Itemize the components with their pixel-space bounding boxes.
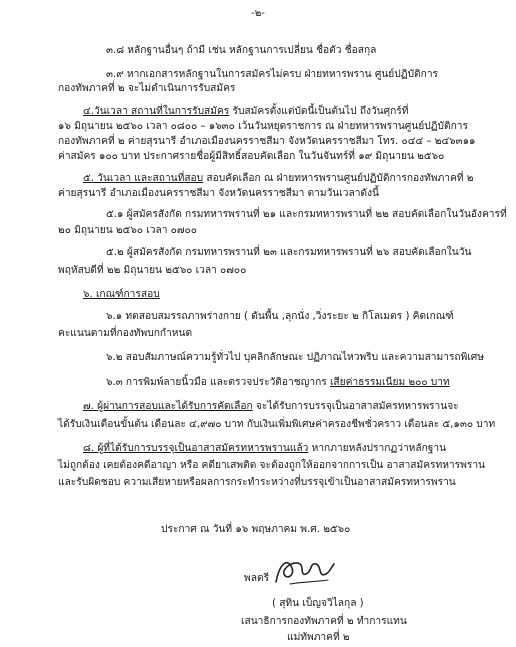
section-7-line2: ได้รับเงินเดือนขั้นต้น เดือนละ ๔,๙๗๐ บาท กับเงินเพิ่มพิเศษค่าครองชีพชั่วคราว เดือนละ ๕,๑๓๐ บาท (58, 419, 496, 430)
item-5-2-line2: พฤหัสบดีที่ ๒๒ มิถุนายน ๒๕๖๐ เวลา ๐๗๐๐ (58, 265, 247, 276)
signer-position-line1: เสนาธิการกองทัพภาคที่ ๒ ทำการแทน (241, 616, 407, 627)
item-6-1-line2: คะแนนตามที่กองทัพบกกำหนด (58, 328, 193, 339)
page-number: -๒- (251, 8, 265, 19)
signer-name: ( สุทิน เบ็ญจวิไลกุล ) (272, 598, 364, 609)
signer-rank: พลตรี (244, 573, 270, 584)
item-3-9-line2: กองทัพภาคที่ ๒ จะไม่ดำเนินการรับสมัคร (58, 83, 236, 94)
item-6-3-fee: เสียค่าธรรมเนียม ๒๐๐ บาท (329, 377, 450, 388)
section-8-line1-text: หากภายหลังปรากฏว่าหลักฐาน (308, 443, 447, 454)
section-4-heading: ๔.วันเวลา สถานที่ในการรับสมัคร (83, 106, 230, 117)
section-5-line2: ค่ายสุรนารี อำเภอเมืองนครราชสีมา จังหวัดนครราชสีมา ตามวันเวลาดังนี้ (58, 188, 379, 199)
section-7-line1-text: จะได้รับการบรรจุเป็นอาสาสมัครทหารพรานจะ (252, 401, 459, 412)
signer-position-line2: แม่ทัพภาคที่ ๒ (287, 632, 350, 643)
section-5-line1-text: สอบคัดเลือก ณ ฝ่ายทหารพรานศูนย์ปฏิบัติการกองทัพภาคที่ ๒ (203, 173, 474, 184)
section-4-line2: ๑๖ มิถุนายน ๒๕๖๐ เวลา ๐๘๐๐ – ๑๖๓๐ เว้นวันหยุดราชการ ณ ฝ่ายทหารพรานศูนย์ปฏิบัติการ (58, 121, 468, 132)
section-8-heading: ๘. ผู้ที่ได้รับการบรรจุเป็นอาสาสมัครทหารพรานแล้ว (83, 443, 309, 454)
item-3-8: ๓.๘ หลักฐานอื่นๆ ถ้ามี เช่น หลักฐานการเปลี่ยน ชื่อตัว ชื่อสกุล (106, 45, 377, 56)
announcement-date: ประกาศ ณ วันที่ ๑๖ พฤษภาคม พ.ศ. ๒๕๖๐ (161, 524, 351, 535)
section-4-line1-text: รับสมัครตั้งแต่บัดนี้เป็นต้นไป ถึงวันศุกร์ที่ (229, 106, 409, 117)
section-4-line3: กองทัพภาคที่ ๒ ค่ายสุรนารี อำเภอเมืองนครราชสีมา จังหวัดนครราชสีมา โทร. ๐๔๔ – ๒๔๖๓๑๑ (58, 136, 476, 147)
item-6-3 (106, 377, 450, 389)
section-6-heading: ๖. เกณฑ์การสอบ (83, 289, 160, 300)
section-8-line2: ไม่ถูกต้อง เคยต้องคดีอาญา หรือ คดียาเสพติด จะต้องถูกให้ออกจากการเป็น อาสาสมัครทหารพราน (58, 460, 485, 471)
section-4-line1 (83, 106, 408, 118)
item-5-2-line1: ๕.๒ ผู้สมัครสังกัด กรมทหารพรานที่ ๒๓ และกรมทหารพรานที่ ๒๖ สอบคัดเลือกในวัน (106, 247, 472, 258)
section-7-heading: ๗. ผู้ผ่านการสอบและได้รับการคัดเลือก (83, 401, 253, 412)
item-3-9-line1: ๓.๙ หากเอกสารหลักฐานในการสมัครไม่ครบ ฝ่ายทหารพราน ศูนย์ปฏิบัติการ (106, 69, 439, 80)
item-6-3-text: ๖.๓ การพิมพ์ลายนิ้วมือ และตรวจประวัติอาชญากร (106, 377, 330, 388)
section-5-line1 (83, 173, 473, 185)
section-8-line3: และรับผิดชอบ ความเสียหายหรือผลการกระทำระหว่างที่บรรจุเข้าเป็นอาสาสมัครทหารพราน (58, 477, 456, 488)
section-8-line1 (83, 443, 446, 455)
item-6-1-line1: ๖.๑ ทดสอบสมรรถภาพร่างกาย ( ดันพื้น ,ลุกนั่ง ,วิ่งระยะ ๒ กิโลเมตร ) คิดเกณฑ์ (106, 311, 454, 322)
item-5-1-line2: ๒๐ มิถุนายน ๒๕๖๐ เวลา ๐๗๐๐ (58, 225, 197, 236)
item-6-2: ๖.๒ สอบสัมภาษณ์ความรู้ทั่วไป บุคลิกลักษณะ ปฏิภาณไหวพริบ และความสามารถพิเศษ (106, 352, 484, 363)
section-7-line1 (83, 401, 459, 413)
section-5-heading: ๕. วันเวลา และสถานที่สอบ (83, 173, 204, 184)
section-4-line4: ค่าสมัคร ๑๐๐ บาท ประกาศรายชื่อผู้มีสิทธิ์สอบคัดเลือก ในวันจันทร์ที่ ๑๙ มิถุนายน ๒๕๖๐ (58, 151, 445, 162)
item-5-1-line1: ๕.๑ ผู้สมัครสังกัด กรมทหารพรานที่ ๒๑ และกรมทหารพรานที่ ๒๒ สอบคัดเลือกในวันอังคารที่ (106, 209, 507, 220)
handwritten-signature (270, 552, 340, 592)
